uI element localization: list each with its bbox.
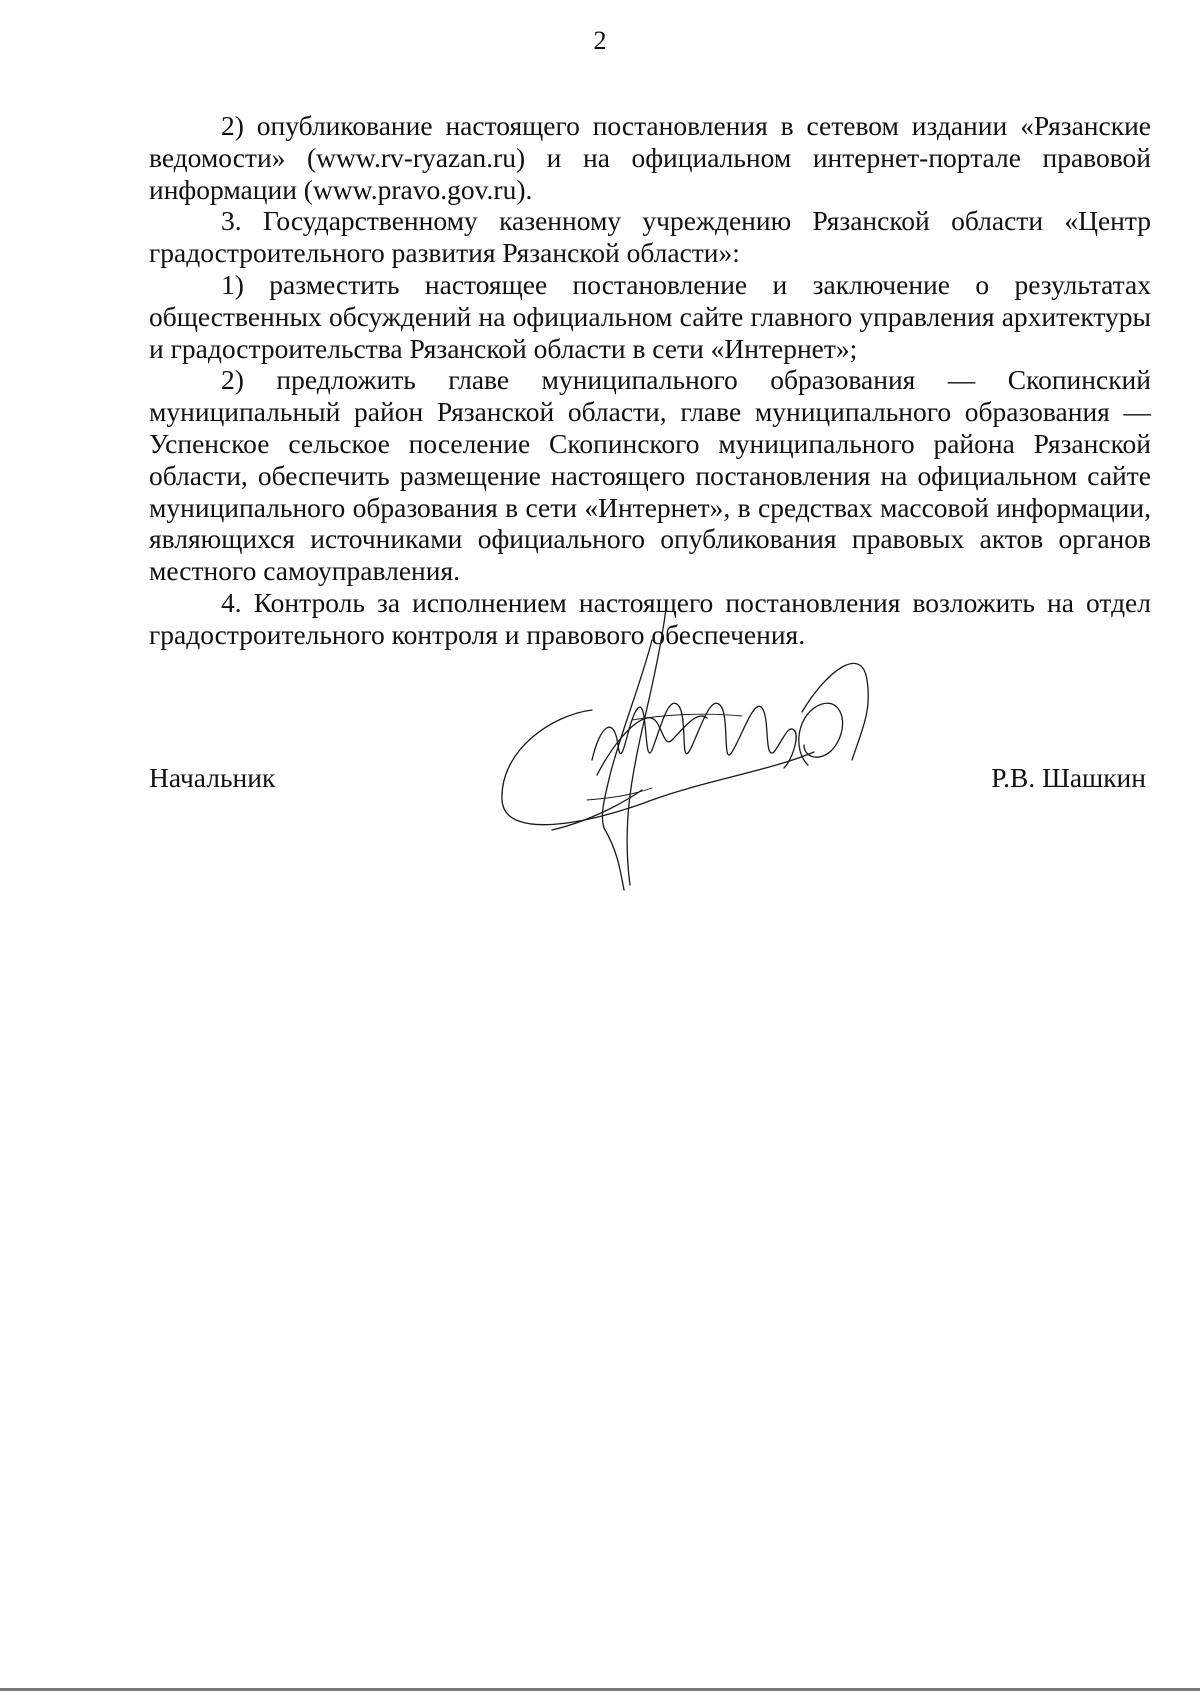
paragraph-item-3: 3. Государственному казенному учреждению Рязанской области «Центр градостроительного развития Рязанской области»: — [149, 205, 1151, 269]
signatory-position: Начальник — [149, 762, 276, 793]
document-body — [149, 110, 1151, 651]
paragraph-publication: 2) опубликование настоящего постановления в сетевом издании «Рязанские ведомости» (www.rv-ryazan.ru) и на официальном интернет-портале правовой информации (www.pravo.gov.ru). — [149, 110, 1151, 205]
paragraph-item-3-2: 2) предложить главе муниципального образования — Скопинский муниципальный район Рязанской области, главе муниципального образования — Успенское сельское поселение Скопинского муниципального района Рязанской области, обеспечить размещение настоящего постановления на официальном сайте муниципального образования в сети «Интернет», в средствах массовой информации, являющихся источниками официального опубликования правовых актов органов местного самоуправления. — [149, 364, 1151, 587]
handwritten-signature — [492, 600, 942, 900]
paragraph-item-4: 4. Контроль за исполнением настоящего постановления возложить на отдел градостроительного контроля и правового обеспечения. — [149, 586, 1151, 650]
bottom-edge-line — [0, 1688, 1200, 1691]
page-number: 2 — [593, 26, 607, 55]
signatory-name: Р.В. Шашкин — [991, 762, 1146, 793]
paragraph-item-3-1: 1) разместить настоящее постановление и заключение о результатах общественных обсуждений на официальном сайте главного управления архитектуры и градостроительства Рязанской области в сети «Интернет»; — [149, 268, 1151, 364]
